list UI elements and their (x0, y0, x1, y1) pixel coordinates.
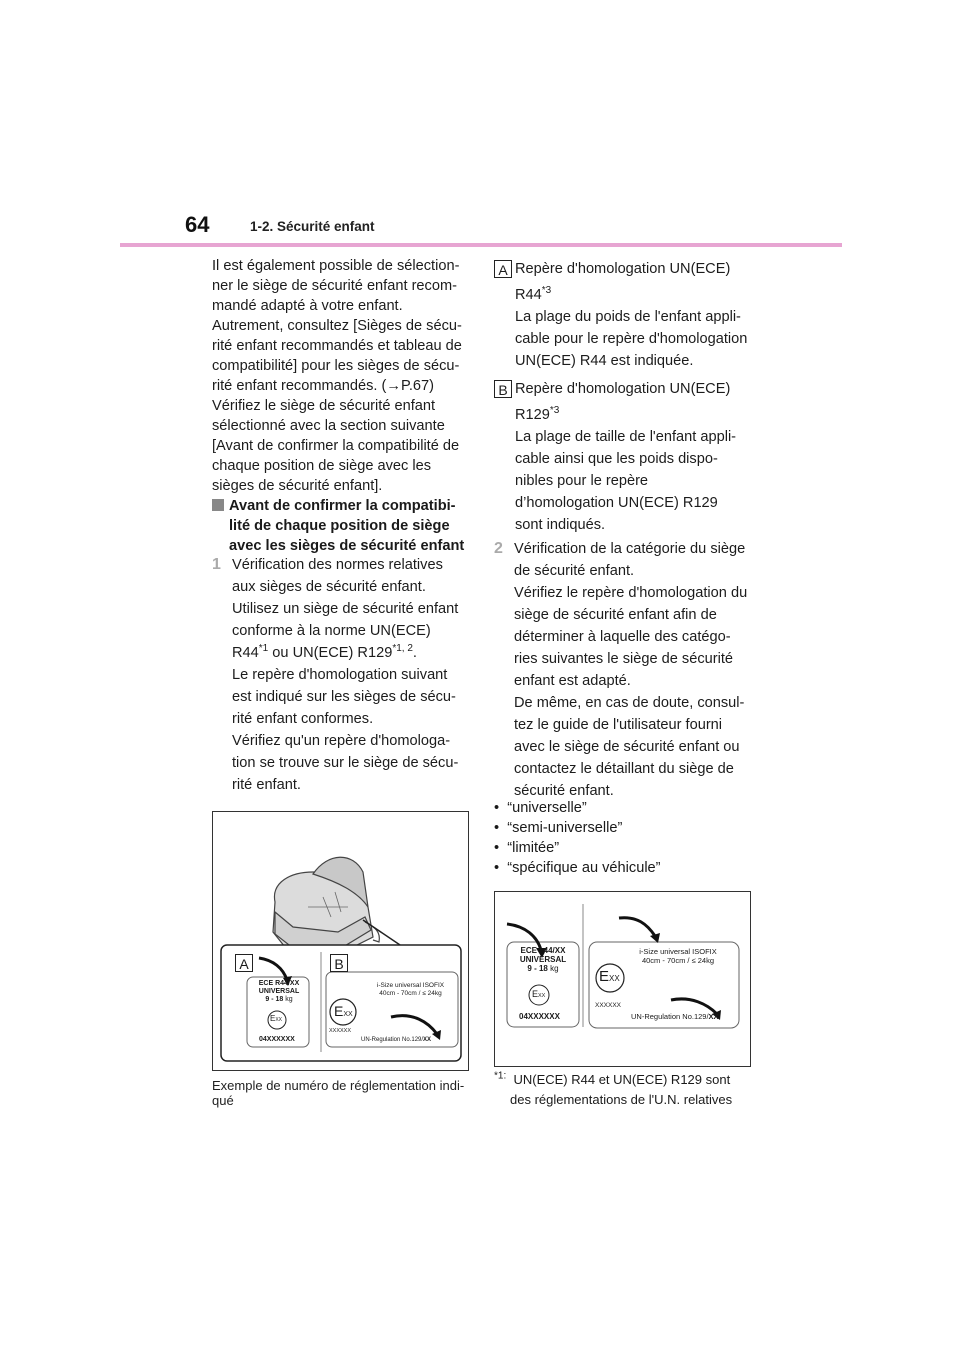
category-item: • “spécifique au véhicule” (494, 860, 661, 876)
label-a-badge: A (235, 954, 253, 972)
item-a-line: UN(ECE) R44 est indiquée. (515, 353, 694, 369)
figure-caption: Exemple de numéro de réglementation indi- qué (212, 1078, 465, 1108)
step2-line: ries suivantes le siège de sécurité (514, 651, 734, 667)
item-a-line: cable pour le repère d'homologation (515, 331, 748, 347)
step1-line: est indiqué sur les sièges de sécu- (232, 689, 456, 705)
step-number: 1 (212, 556, 221, 573)
intro-line: chaque position de siège avec les (212, 458, 432, 474)
intro-line: compatibilité] pour les sièges de sécu- (212, 358, 460, 374)
step1-line: tion se trouve sur le siège de sécu- (232, 755, 459, 771)
r44-approval-number: 04XXXXXX (259, 1036, 295, 1043)
intro-line: [Avant de confirmer la compatibilité de (212, 438, 460, 454)
compatibility-heading (212, 496, 474, 556)
item-b-line: nibles pour le repère (515, 473, 649, 489)
item-b (494, 378, 754, 536)
r44-label-text: ECE R44/XX UNIVERSAL 9 - 18 kg (258, 980, 300, 1003)
label-b-badge: B (330, 954, 348, 972)
step-2 (494, 538, 756, 802)
step2-line: tez le guide de l'utilisateur fourni (514, 717, 723, 733)
step-1 (212, 554, 474, 796)
item-a-title: Repère d'homologation UN(ECE) (515, 261, 731, 277)
step2-line: siège de sécurité enfant afin de (514, 607, 717, 623)
category-item: • “semi-universelle” (494, 820, 623, 836)
step2-line: contactez le détaillant du siège de (514, 761, 734, 777)
intro-line: Vérifiez le siège de sécurité enfant (212, 398, 436, 414)
step1-line: Le repère d'homologation suivant (232, 667, 448, 683)
heading-line: lité de chaque position de siège (229, 518, 450, 534)
step2-line: avec le siège de sécurité enfant ou (514, 739, 740, 755)
step-number: 2 (494, 540, 503, 557)
step1-line: Vérification des normes relatives (232, 557, 443, 573)
step1-standards-line: R44$^{*1}$ ou UN(ECE) R129$^{*1, 2}$. (232, 643, 417, 661)
item-b-line: sont indiqués. (515, 517, 606, 533)
square-bullet-icon (212, 499, 224, 511)
step2-line: enfant est adapté. (514, 673, 631, 689)
step2-line: Vérifiez le repère d'homologation du (514, 585, 748, 601)
intro-line: sélectionné avec la section suivante (212, 418, 445, 434)
item-a-regulation: R44$^{*3}$ (515, 285, 552, 303)
r129-e-mark: EXX (334, 1003, 353, 1019)
r129-code: XXXXXX (329, 1028, 352, 1034)
section-title: 1-2. Sécurité enfant (250, 219, 375, 234)
heading-line: avec les sièges de sécurité enfant (229, 538, 465, 554)
r129-regulation: UN-Regulation No.129/XX (361, 1037, 432, 1043)
approval-labels-illustration (495, 892, 750, 1066)
category-item: • “limitée” (494, 840, 560, 856)
intro-line: rité enfant recommandés. (→P.67) (212, 378, 434, 394)
intro-line: sièges de sécurité enfant]. (212, 478, 383, 494)
item-a-badge: A (494, 260, 512, 278)
r129-code-2: XXXXXX (595, 1002, 622, 1009)
r44-label-text-2: ECE 44/XX UNIVERSAL 9 - 18 kg (519, 946, 567, 973)
item-b-title: Repère d'homologation UN(ECE) (515, 381, 731, 397)
step1-line: Vérifiez qu'un repère d'homologa- (232, 733, 451, 749)
step1-line: aux sièges de sécurité enfant. (232, 579, 426, 595)
step1-line: rité enfant. (232, 777, 301, 793)
item-b-badge: B (494, 380, 512, 398)
intro-paragraph (212, 256, 470, 496)
intro-line: mandé adapté à votre enfant. (212, 298, 403, 314)
r129-e-mark-2: EXX (599, 968, 620, 985)
item-b-line: La plage de taille de l'enfant appli- (515, 429, 737, 445)
item-b-line: cable ainsi que les poids dispo- (515, 451, 718, 467)
r44-e-mark: EXX (270, 1014, 283, 1023)
footnote (494, 1070, 756, 1110)
category-item: • “universelle” (494, 800, 587, 816)
footnote-line: des réglementations de l'U.N. relatives (510, 1092, 733, 1107)
heading-line: Avant de confirmer la compatibi- (229, 498, 456, 514)
step2-line: déterminer à laquelle des catégo- (514, 629, 731, 645)
item-a-line: La plage du poids de l'enfant appli- (515, 309, 741, 325)
intro-line: Autrement, consultez [Sièges de sécu- (212, 318, 462, 334)
r129-label-text: i-Size universal ISOFIX 40cm - 70cm / ≤ 24kg (376, 982, 445, 997)
approval-label-figure-2 (494, 891, 751, 1067)
item-b-regulation: R129$^{*3}$ (515, 405, 560, 423)
r129-label-text-2: i-Size universal ISOFIX 40cm - 70cm / ≤ 24kg (639, 947, 717, 965)
header-rule (120, 243, 842, 247)
intro-line: ner le siège de sécurité enfant recom- (212, 278, 457, 294)
step2-line: Vérification de la catégorie du siège (514, 541, 746, 557)
r44-approval-number-2: 04XXXXXX (519, 1012, 560, 1021)
r129-regulation-2: UN-Regulation No.129/XX (631, 1012, 719, 1021)
intro-line: Il est également possible de sélection- (212, 258, 460, 274)
approval-label-figure (212, 811, 469, 1071)
footnote-line: $^{*1:}$ UN(ECE) R44 et UN(ECE) R129 sont (494, 1070, 731, 1087)
step2-line: de sécurité enfant. (514, 563, 635, 579)
r44-e-mark-2: EXX (532, 989, 546, 999)
step1-line: rité enfant conformes. (232, 711, 374, 727)
intro-line: rité enfant recommandés et tableau de (212, 338, 462, 354)
item-a (494, 258, 754, 372)
item-b-line: d’homologation UN(ECE) R129 (515, 495, 718, 511)
category-list (494, 798, 754, 878)
step2-line: sécurité enfant. (514, 783, 614, 799)
page-number: 64 (185, 212, 210, 237)
step1-line: Utilisez un siège de sécurité enfant (232, 601, 459, 617)
step2-line: De même, en cas de doute, consul- (514, 695, 745, 711)
step1-line: conforme à la norme UN(ECE) (232, 623, 431, 639)
